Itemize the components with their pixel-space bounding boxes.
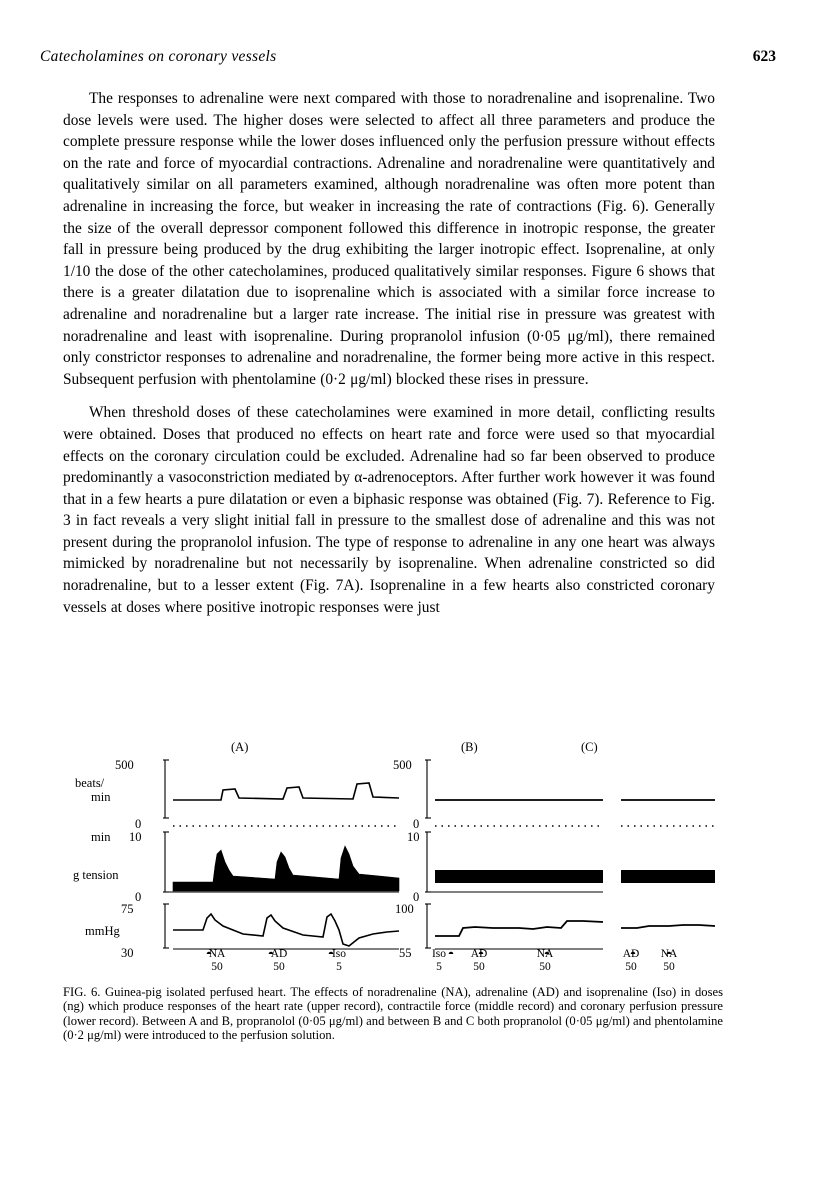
- dose-2: [259, 948, 299, 973]
- dose-1: [197, 948, 237, 973]
- dose-3-amount: 5: [336, 960, 342, 973]
- rate-axis-max-b: 500: [393, 758, 412, 772]
- pressure-axis-max-a: 75: [121, 902, 134, 916]
- pressure-axis-max-b: 100: [395, 902, 414, 916]
- force-axis-max: 10: [129, 830, 142, 844]
- page-header: [40, 48, 776, 66]
- dose-3-drug: Iso: [331, 948, 347, 960]
- running-title: Catecholamines on coronary vessels: [40, 48, 277, 65]
- dose-2-amount: 50: [273, 960, 285, 973]
- dose-4-amount: 5: [436, 960, 442, 973]
- dose-7-amount: 50: [625, 960, 637, 973]
- dose-8: [649, 948, 689, 973]
- time-marker-label: min: [91, 830, 111, 844]
- rate-axis-min-b: 0: [413, 817, 420, 831]
- pressure-axis-min-a: 30: [121, 946, 134, 960]
- body-text: [63, 88, 715, 630]
- force-axis-unit: g tension: [73, 868, 119, 882]
- figure-caption-text: Guinea-pig isolated perfused heart. The effects of noradrenaline (NA), adrenaline (AD) and isoprenaline (Iso) in doses (ng) which produce responses of the heart rate (upper record), contractile force (middle record) and coronary perfusion pressure (lower record). Between A and B, propranolol (0·05 μg/ml) and between B and C both propranolol (0·05 μg/ml) and phentolamine (0·2 μg/ml) were introduced to the perfusion solution.: [63, 985, 723, 1043]
- figure-panel-labels: [63, 740, 723, 756]
- rate-axis-unit-line1: beats/: [75, 776, 105, 790]
- dose-7: [611, 948, 651, 973]
- dose-5-drug: AD: [470, 948, 488, 960]
- figure-caption: [63, 985, 723, 1043]
- dose-6: [525, 948, 565, 973]
- dose-5: [459, 948, 499, 973]
- dose-7-drug: AD: [622, 948, 640, 960]
- page-number: 623: [752, 48, 776, 65]
- dose-3: [319, 948, 359, 973]
- force-axis-min-b: 0: [413, 890, 420, 904]
- dose-4-drug: Iso: [431, 948, 447, 960]
- paragraph-2: When threshold doses of these catecholamines were examined in more detail, conflicting results were obtained. Doses that produced no effects on heart rate and force were used so that myocardial effects on the coronary circulation could be excluded. Adrenaline had so far been observed to produce predominantly a vasoconstriction mediated by α-adrenoceptors. After further work however it was found that in a few hearts a pure dilatation or even a biphasic response was obtained (Fig. 7). Reference to Fig. 3 in fact reveals a very slight initial fall in pressure to the smallest dose of adrenaline and this was not present during the propranolol infusion. The type of response to adrenaline in any one heart was always mimicked by noradrenaline but not necessarily by isoprenaline. When adrenaline constricted so did noradrenaline, but to a lesser extent (Fig. 7A). Isoprenaline in a few hearts also constricted coronary vessels at doses where positive inotropic responses were just: [63, 404, 715, 616]
- paragraph-1: The responses to adrenaline were next compared with those to noradrenaline and isoprenaline. Two dose levels were used. The higher doses were selected to affect all three parameters and produce the complete pressure response while the lower doses influenced only the perfusion pressure without effects on the rate and force of myocardial contractions. Adrenaline and noradrenaline were quantitatively and qualitatively similar on all parameters examined, although noradrenaline was often more potent than adrenaline in increasing the force, but weaker in increasing the rate of contractions (Fig. 6). Generally the size of the overall depressor component followed this difference in inotropic response, the greater fall in pressure being produced by the drug exhibiting the larger inotropic effect. Isoprenaline, at only 1/10 the dose of the other catecholamines, produced qualitatively similar responses. Figure 6 shows that there is a greater dilatation due to isoprenaline which is associated with a similar force increase to adrenaline and noradrenaline but a larger rate increase. The initial rise in pressure was greatest with noradrenaline and least with isoprenaline. During propranolol infusion (0·05 μg/ml), there remained only constrictor responses to adrenaline and noradrenaline, the former being more active in this respect. Subsequent perfusion with phentolamine (0·2 μg/ml) blocked these rises in pressure.: [63, 90, 715, 388]
- figure-traces: [163, 758, 723, 948]
- physiological-recordings: [163, 758, 723, 954]
- dose-2-drug: AD: [270, 948, 288, 960]
- rate-axis-unit-line2: min: [91, 790, 111, 804]
- force-axis-max-b: 10: [407, 830, 420, 844]
- rate-axis-max: 500: [115, 758, 134, 772]
- panel-label-c: (C): [581, 740, 598, 754]
- dose-6-drug: NA: [536, 948, 554, 960]
- panel-label-a: (A): [231, 740, 249, 754]
- dose-5-amount: 50: [473, 960, 485, 973]
- dose-6-amount: 50: [539, 960, 551, 973]
- force-axis-min: 0: [135, 890, 142, 904]
- panel-label-b: (B): [461, 740, 478, 754]
- figure-caption-number: FIG. 6.: [63, 985, 101, 999]
- pressure-axis-unit: mmHg: [85, 924, 120, 938]
- dose-8-drug: NA: [660, 948, 678, 960]
- dose-1-drug: NA: [208, 948, 226, 960]
- dose-4: [419, 948, 459, 973]
- figure-6: [63, 740, 723, 975]
- dose-1-amount: 50: [211, 960, 223, 973]
- rate-axis-min: 0: [135, 817, 142, 831]
- pressure-axis-min-b: 55: [399, 946, 412, 960]
- figure-dose-labels: [153, 948, 723, 976]
- dose-8-amount: 50: [663, 960, 675, 973]
